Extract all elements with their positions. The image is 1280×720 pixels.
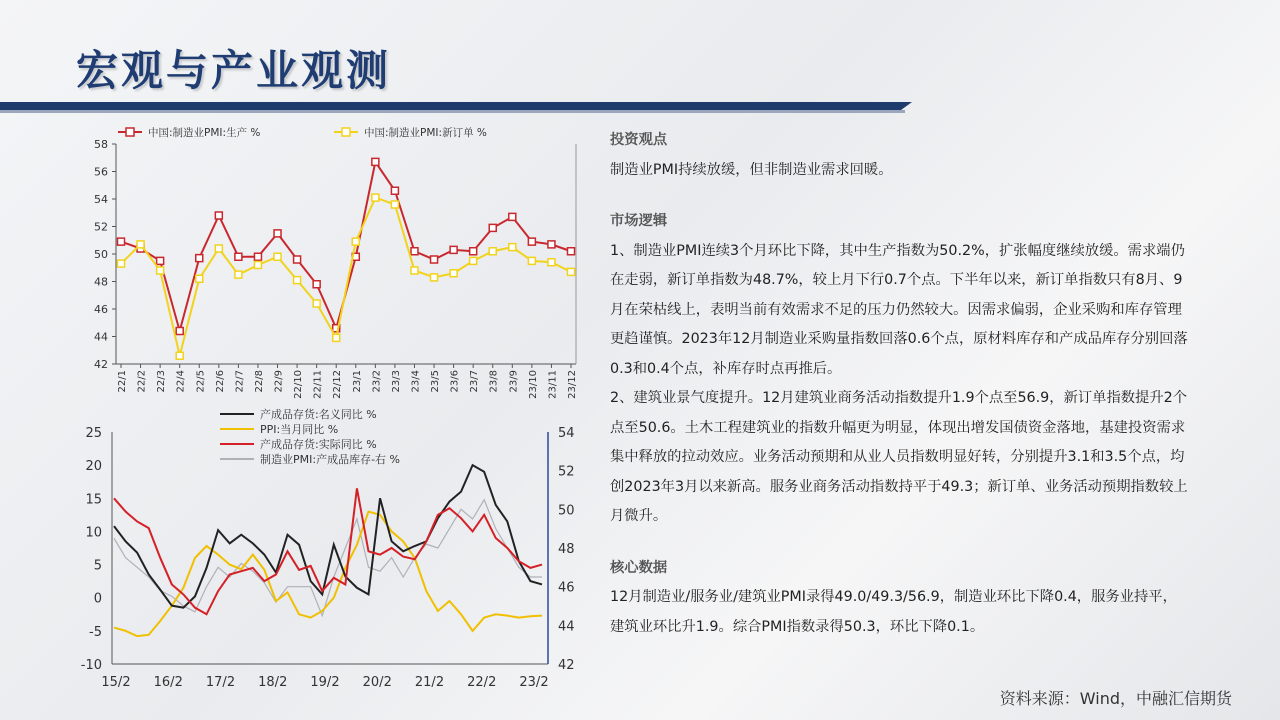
data-point <box>254 262 261 269</box>
x-tick-label: 22/2 <box>136 370 148 393</box>
section-heading-investment-view: 投资观点 <box>610 132 668 148</box>
y-tick-label: 52 <box>94 220 108 234</box>
title-underline-bar <box>0 102 912 110</box>
x-tick-label: 20/2 <box>362 675 392 690</box>
data-point <box>548 259 555 266</box>
data-point <box>137 241 144 248</box>
data-point <box>254 253 261 260</box>
right-tick-label: 44 <box>558 619 575 635</box>
data-point <box>431 274 438 281</box>
y-tick-label: 50 <box>94 248 108 261</box>
data-point <box>450 270 457 277</box>
market-logic-paragraph-1: 1、制造业PMI连续3个月环比下降，其中生产指数为50.2%，扩张幅度继续放缓。需求端仍在走弱，新订单指数为48.7%，较上月下行0.7个点。下半年以来，新订单指数只有8月、9月在荣枯线上，表明当前有效需求不足的压力仍然较大。因需求偏弱，企业采购和库存管理更趋谨慎。2023年12月制造业采购量指数回落0.6个点，原材料库存和产成品库存分别回落0.3和0.4个点，补库存时点再推后。 <box>610 242 1188 377</box>
pmi-production-neworder-chart <box>76 120 586 410</box>
right-tick-label: 42 <box>558 658 575 673</box>
data-point <box>470 257 477 264</box>
data-point <box>489 224 496 231</box>
x-tick-label: 23/2 <box>519 675 549 690</box>
legend-label: 产成品存货:实际同比 % <box>260 438 377 451</box>
series-line <box>121 162 571 331</box>
x-tick-label: 22/12 <box>332 370 344 399</box>
x-tick-label: 23/2 <box>371 370 383 393</box>
y-tick-label: 56 <box>94 165 108 179</box>
data-point <box>528 257 535 264</box>
data-point <box>176 328 183 335</box>
data-point <box>352 238 359 245</box>
x-tick-label: 22/11 <box>312 370 324 399</box>
x-tick-label: 23/6 <box>449 370 461 393</box>
data-point <box>333 334 340 341</box>
left-tick-label: 15 <box>85 492 102 508</box>
x-tick-label: 22/3 <box>156 370 168 393</box>
y-tick-label: 54 <box>94 193 108 206</box>
x-tick-label: 22/10 <box>293 370 305 399</box>
left-tick-label: 10 <box>85 525 102 541</box>
y-tick-label: 48 <box>94 275 108 289</box>
data-point <box>568 248 575 255</box>
x-tick-label: 15/2 <box>101 675 131 690</box>
legend-label: 制造业PMI:产成品库存-右 % <box>260 453 400 466</box>
data-point <box>215 212 222 219</box>
data-point <box>391 201 398 208</box>
section-heading-market-logic: 市场逻辑 <box>610 213 668 229</box>
data-point <box>411 267 418 274</box>
data-point <box>235 253 242 260</box>
data-point <box>196 275 203 282</box>
investment-view-text: 制造业PMI持续放缓，但非制造业需求回暖。 <box>610 161 893 178</box>
data-point <box>509 244 516 251</box>
data-point <box>450 246 457 253</box>
data-point <box>372 194 379 201</box>
data-point <box>509 213 516 220</box>
core-data-text: 12月制造业/服务业/建筑业PMI录得49.0/49.3/56.9，制造业环比下降0.4，服务业持平，建筑业环比升1.9。综合PMI指数录得50.3，环比下降0.1。 <box>610 589 1177 635</box>
legend-label: 中国:制造业PMI:生产 % <box>148 127 261 139</box>
x-tick-label: 23/10 <box>527 370 539 399</box>
data-point <box>157 257 164 264</box>
x-tick-label: 23/5 <box>430 370 442 393</box>
x-tick-label: 23/8 <box>488 370 500 393</box>
inventory-ppi-chart <box>70 400 600 695</box>
x-tick-label: 22/7 <box>234 370 246 393</box>
x-tick-label: 23/1 <box>351 370 363 393</box>
left-tick-label: -5 <box>89 624 102 640</box>
legend-marker <box>126 128 134 136</box>
left-tick-label: -10 <box>80 658 102 673</box>
x-tick-label: 22/4 <box>175 370 187 393</box>
data-point <box>215 245 222 252</box>
data-point <box>528 238 535 245</box>
data-point <box>470 248 477 255</box>
data-point <box>313 281 320 288</box>
left-tick-label: 0 <box>93 591 102 607</box>
left-tick-label: 5 <box>93 558 102 574</box>
right-tick-label: 50 <box>558 503 575 519</box>
right-tick-label: 54 <box>558 426 575 441</box>
data-point <box>313 300 320 307</box>
x-tick-label: 23/12 <box>567 370 578 399</box>
data-point <box>548 241 555 248</box>
market-logic-paragraph-2: 2、建筑业景气度提升。12月建筑业商务活动指数提升1.9个点至56.9，新订单指数提升2个点至50.6。土木工程建筑业的指数升幅更为明显，体现出增发国债资金落地，基建投资需求集中释放的拉动效应。业务活动预期和从业人员指数明显好转，分别提升3.1和3.5个点，均创2023年3月以来新高。服务业商务活动指数持平于49.3；新订单、业务活动预期指数较上月微升。 <box>610 390 1188 524</box>
x-tick-label: 22/9 <box>273 370 285 393</box>
series-line <box>114 500 542 616</box>
data-point <box>196 255 203 262</box>
right-tick-label: 48 <box>558 542 575 557</box>
page-title: 宏观与产业观测 <box>76 46 392 95</box>
x-tick-label: 16/2 <box>153 675 183 690</box>
x-tick-label: 18/2 <box>258 675 288 690</box>
x-tick-label: 19/2 <box>310 675 340 690</box>
x-tick-label: 23/4 <box>410 370 422 393</box>
data-point <box>391 187 398 194</box>
series-line <box>114 465 542 608</box>
y-tick-label: 42 <box>94 358 108 371</box>
x-tick-label: 21/2 <box>414 675 445 690</box>
y-tick-label: 46 <box>94 303 108 316</box>
right-tick-label: 52 <box>558 464 575 480</box>
data-point <box>568 268 575 275</box>
data-point <box>274 230 281 237</box>
x-tick-label: 23/7 <box>469 370 481 393</box>
source-note: 资料来源：Wind，中融汇信期货 <box>999 689 1232 708</box>
legend-marker <box>342 128 350 136</box>
data-point <box>157 267 164 274</box>
data-point <box>489 248 496 255</box>
section-heading-core-data: 核心数据 <box>610 559 668 576</box>
data-point <box>235 271 242 278</box>
data-point <box>118 260 125 267</box>
data-point <box>431 256 438 263</box>
commentary-panel <box>610 126 1190 642</box>
y-tick-label: 44 <box>94 330 108 344</box>
x-tick-label: 22/2 <box>467 675 497 690</box>
legend-label: 中国:制造业PMI:新订单 % <box>364 127 487 139</box>
data-point <box>118 238 125 245</box>
y-tick-label: 58 <box>94 138 108 151</box>
x-tick-label: 22/6 <box>214 370 226 393</box>
x-tick-label: 17/2 <box>205 675 236 690</box>
x-tick-label: 22/1 <box>117 370 128 393</box>
data-point <box>372 158 379 165</box>
left-tick-label: 20 <box>85 459 102 475</box>
x-tick-label: 22/8 <box>253 370 265 393</box>
right-tick-label: 46 <box>558 580 575 596</box>
data-point <box>294 277 301 284</box>
data-point <box>294 256 301 263</box>
x-tick-label: 23/3 <box>390 370 402 393</box>
data-point <box>274 253 281 260</box>
x-tick-label: 22/5 <box>195 370 207 393</box>
x-tick-label: 23/9 <box>508 370 520 393</box>
legend-label: PPI:当月同比 % <box>260 423 339 436</box>
x-tick-label: 23/11 <box>547 370 559 399</box>
left-tick-label: 25 <box>85 426 102 441</box>
data-point <box>176 352 183 359</box>
data-point <box>411 248 418 255</box>
title-underline-thin <box>0 110 905 113</box>
legend-label: 产成品存货:名义同比 % <box>260 408 377 421</box>
